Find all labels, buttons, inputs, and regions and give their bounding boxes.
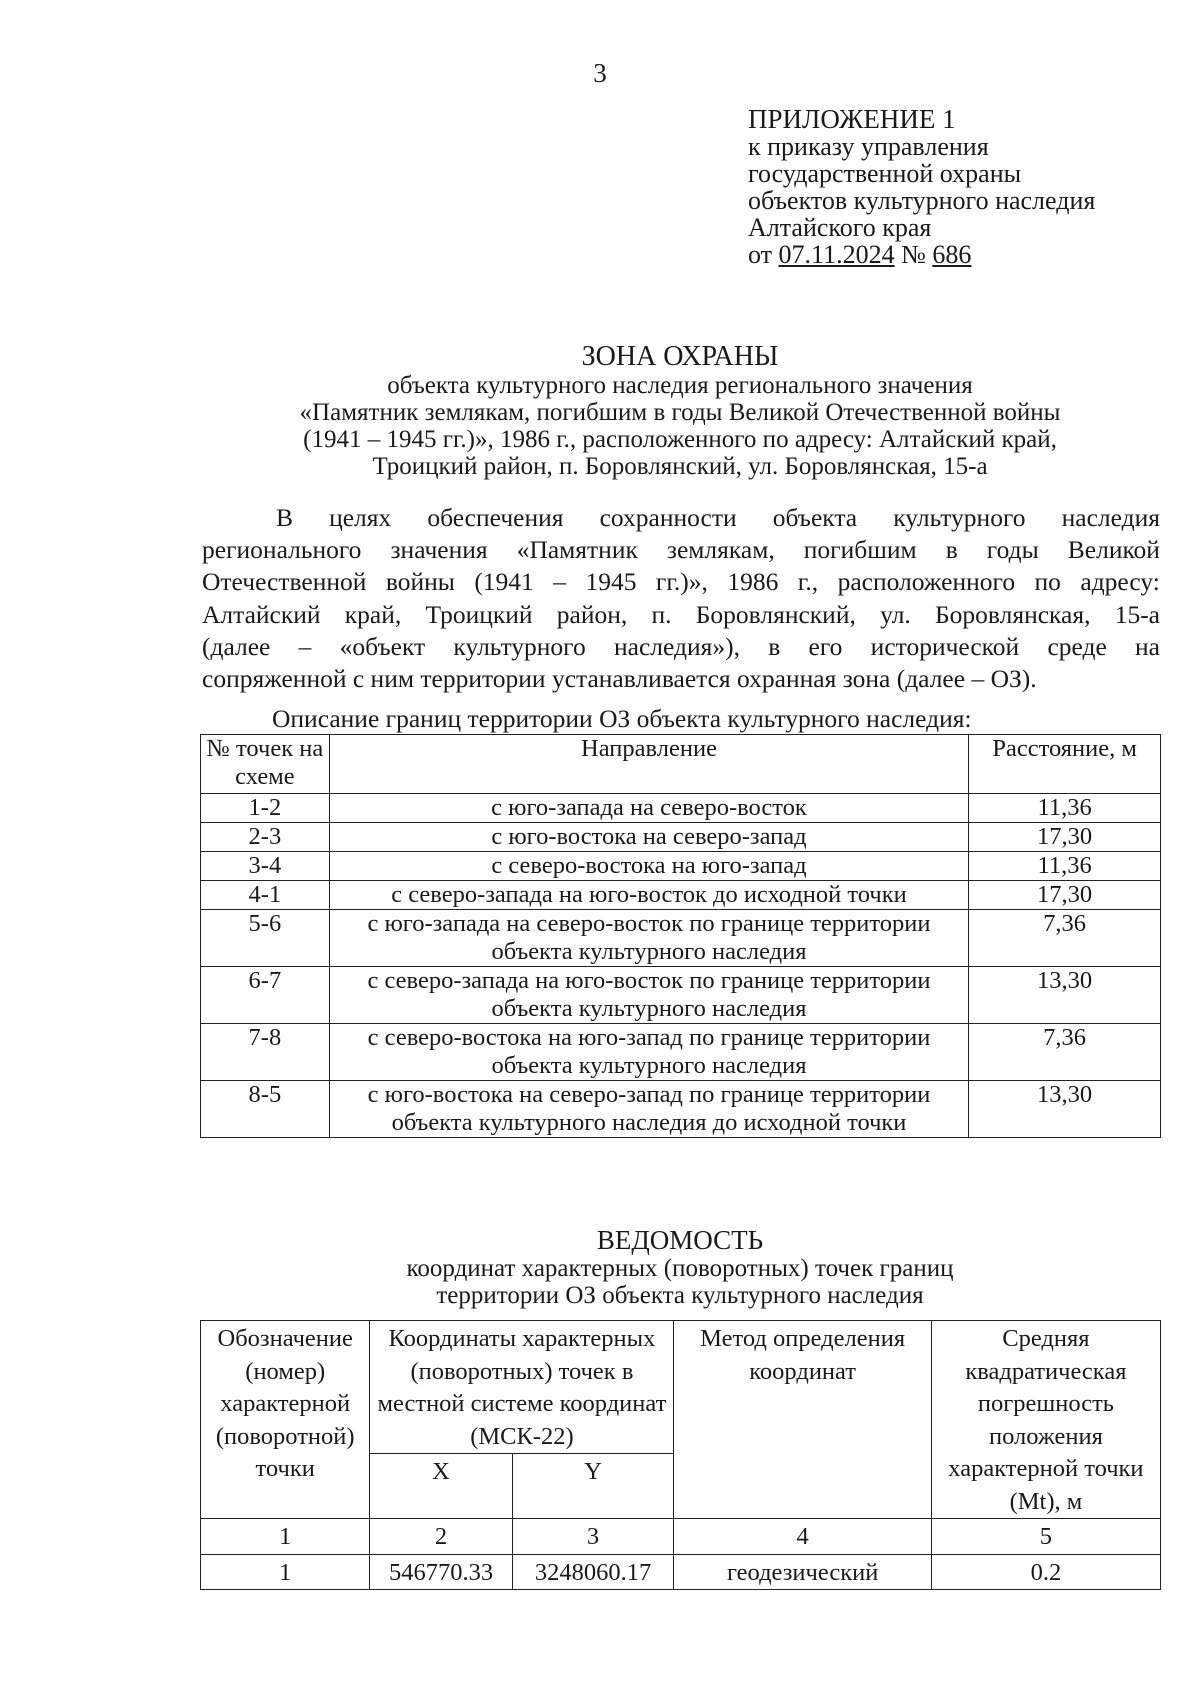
paragraph-word: район,: [556, 599, 628, 629]
paragraph-line: [202, 663, 1160, 695]
header-points: № точек на схеме: [201, 735, 330, 794]
points-cell: 6-7: [201, 967, 330, 1024]
order-number: 686: [932, 240, 972, 269]
zone-line: объекта культурного наследия регионального значения: [387, 372, 973, 399]
paragraph-word: значения: [390, 535, 488, 565]
header-coordinates: Координаты характерных (поворотных) точек в местной системе координат (МСК-22): [370, 1321, 674, 1454]
header-y: Y: [512, 1454, 674, 1519]
table-row: [201, 910, 1161, 967]
paragraph-word: Великой: [1067, 535, 1160, 565]
paragraph-word: г.,: [797, 567, 819, 597]
paragraph-word: землякам,: [666, 535, 775, 565]
column-number: 3: [512, 1519, 674, 1555]
table-row: [201, 823, 1161, 852]
paragraph-word: войны: [385, 567, 455, 597]
header-method: Метод определения координат: [674, 1321, 931, 1519]
direction-cell: с северо-востока на юго-запад по границе территории объекта культурного наследия: [329, 1024, 968, 1081]
paragraph-word: обеспечения: [427, 503, 564, 532]
points-cell: 7-8: [201, 1024, 330, 1081]
paragraph-word: «Памятник: [516, 535, 638, 565]
table-header-row: [201, 735, 1161, 794]
table-row: [201, 1081, 1161, 1138]
paragraph-word: сопряженной с ним территории устанавливается охранная зона (далее – ОЗ).: [202, 664, 1037, 694]
paragraph-word: «объект: [339, 631, 426, 661]
paragraph-word: 1986: [727, 567, 779, 597]
paragraph-word: в: [768, 631, 781, 661]
coordinates-table: [200, 1320, 1161, 1590]
paragraph-word: исторической: [870, 631, 1020, 661]
paragraph-word: культурного: [893, 503, 1026, 532]
boundary-table: [200, 734, 1161, 1138]
appendix-title: ПРИЛОЖЕНИЕ 1: [748, 104, 956, 134]
distance-cell: 13,30: [969, 1081, 1161, 1138]
direction-cell: с юго-запада на северо-восток: [329, 794, 968, 823]
points-cell: 5-6: [201, 910, 330, 967]
paragraph-word: 15-а: [1114, 599, 1160, 629]
column-number: 1: [201, 1519, 370, 1555]
paragraph-word: адресу:: [1080, 567, 1160, 597]
paragraph-word: объекта: [772, 503, 858, 532]
vedomost-line: территории ОЗ объекта культурного наследия: [436, 1282, 924, 1309]
header-error: Средняя квадратическая погрешность положения характерной точки (Mt), м: [931, 1321, 1160, 1519]
appendix-line: Алтайского края: [748, 213, 932, 242]
paragraph-word: Троицкий: [425, 599, 533, 629]
distance-cell: 13,30: [969, 967, 1161, 1024]
paragraph-word: в: [945, 535, 958, 565]
table-row: [201, 967, 1161, 1024]
paragraph-word: В: [276, 503, 294, 532]
paragraph-word: край,: [344, 599, 402, 629]
page-number: 3: [593, 58, 607, 88]
distance-cell: 11,36: [969, 794, 1161, 823]
header-distance: Расстояние, м: [969, 735, 1161, 794]
zone-heading: ЗОНА ОХРАНЫ: [581, 341, 779, 372]
paragraph-line: [202, 566, 1160, 598]
body-paragraph: [202, 502, 1160, 695]
table-row: [201, 852, 1161, 881]
direction-cell: с северо-запада на юго-восток до исходной точки: [329, 881, 968, 910]
column-number: 2: [370, 1519, 512, 1555]
point-number: 1: [201, 1554, 370, 1590]
paragraph-line: [202, 599, 1160, 631]
direction-cell: с юго-востока на северо-запад: [329, 823, 968, 852]
paragraph-word: по: [1034, 567, 1061, 597]
paragraph-word: 1945: [585, 567, 637, 597]
appendix-date-line: [748, 241, 1095, 268]
table-caption: Описание границ территории ОЗ объекта культурного наследия:: [272, 704, 972, 733]
direction-cell: с юго-запада на северо-восток по границе территории объекта культурного наследия: [329, 910, 968, 967]
points-cell: 3-4: [201, 852, 330, 881]
paragraph-word: на: [1135, 631, 1160, 661]
method: геодезический: [674, 1554, 931, 1590]
paragraph-word: –: [553, 567, 566, 597]
paragraph-word: Боровлянский,: [695, 599, 856, 629]
distance-cell: 17,30: [969, 823, 1161, 852]
paragraph-line: [202, 502, 1160, 534]
paragraph-word: Отечественной: [202, 567, 367, 597]
number-sign: №: [901, 240, 926, 269]
paragraph-line: [202, 534, 1160, 566]
paragraph-word: среде: [1047, 631, 1107, 661]
header-designation: Обозначение (номер) характерной (поворотной) точки: [201, 1321, 370, 1519]
points-cell: 4-1: [201, 881, 330, 910]
points-cell: 2-3: [201, 823, 330, 852]
appendix-line: объектов культурного наследия: [748, 186, 1096, 215]
paragraph-word: (1941: [474, 567, 534, 597]
appendix-line: государственной охраны: [748, 159, 1022, 188]
table-row: [201, 1554, 1161, 1590]
direction-cell: с северо-востока на юго-запад: [329, 852, 968, 881]
table-row: [201, 794, 1161, 823]
header-direction: Направление: [329, 735, 968, 794]
paragraph-word: наследия: [1061, 503, 1160, 532]
distance-cell: 7,36: [969, 1024, 1161, 1081]
direction-cell: с северо-запада на юго-восток по границе территории объекта культурного наследия: [329, 967, 968, 1024]
paragraph-word: сохранности: [599, 503, 737, 532]
header-x: X: [370, 1454, 512, 1519]
distance-cell: 17,30: [969, 881, 1161, 910]
appendix-line: к приказу управления: [748, 132, 989, 161]
vedomost-title-block: [200, 1225, 1160, 1309]
paragraph-word: его: [808, 631, 843, 661]
points-cell: 8-5: [201, 1081, 330, 1138]
paragraph-word: (далее: [202, 631, 271, 661]
paragraph-word: ул.: [880, 599, 911, 629]
table-row: [201, 1024, 1161, 1081]
coord-x: 546770.33: [370, 1554, 512, 1590]
paragraph-word: –: [298, 631, 312, 661]
paragraph-word: годы: [986, 535, 1039, 565]
zone-title-block: [200, 342, 1160, 480]
points-cell: 1-2: [201, 794, 330, 823]
zone-line: Троицкий район, п. Боровлянский, ул. Боровлянская, 15-а: [372, 453, 988, 480]
paragraph-line: [202, 631, 1160, 663]
distance-cell: 11,36: [969, 852, 1161, 881]
distance-cell: 7,36: [969, 910, 1161, 967]
zone-line: (1941 – 1945 гг.)», 1986 г., расположенного по адресу: Алтайский край,: [303, 426, 1057, 453]
vedomost-heading: ВЕДОМОСТЬ: [596, 1225, 764, 1255]
paragraph-word: расположенного: [837, 567, 1016, 597]
paragraph-word: культурного: [453, 631, 586, 661]
paragraph-word: гг.)»,: [655, 567, 708, 597]
paragraph-word: целях: [329, 503, 392, 532]
vedomost-line: координат характерных (поворотных) точек границ: [406, 1255, 954, 1282]
paragraph-word: регионального: [202, 535, 362, 565]
mean-error: 0.2: [931, 1554, 1160, 1590]
order-date: 07.11.2024: [778, 240, 895, 269]
direction-cell: с юго-востока на северо-запад по границе территории объекта культурного наследия до исходной точки: [329, 1081, 968, 1138]
date-prefix: от: [748, 240, 773, 269]
paragraph-word: п.: [651, 599, 672, 629]
paragraph-word: погибшим: [803, 535, 917, 565]
paragraph-word: наследия»),: [614, 631, 740, 661]
column-number-row: [201, 1519, 1161, 1555]
paragraph-word: Боровлянская,: [935, 599, 1091, 629]
zone-line: «Памятник землякам, погибшим в годы Великой Отечественной войны: [299, 399, 1061, 426]
coord-y: 3248060.17: [512, 1554, 674, 1590]
paragraph-word: Алтайский: [202, 599, 321, 629]
table-row: [201, 881, 1161, 910]
appendix-header: [748, 106, 1095, 268]
column-number: 5: [931, 1519, 1160, 1555]
column-number: 4: [674, 1519, 931, 1555]
